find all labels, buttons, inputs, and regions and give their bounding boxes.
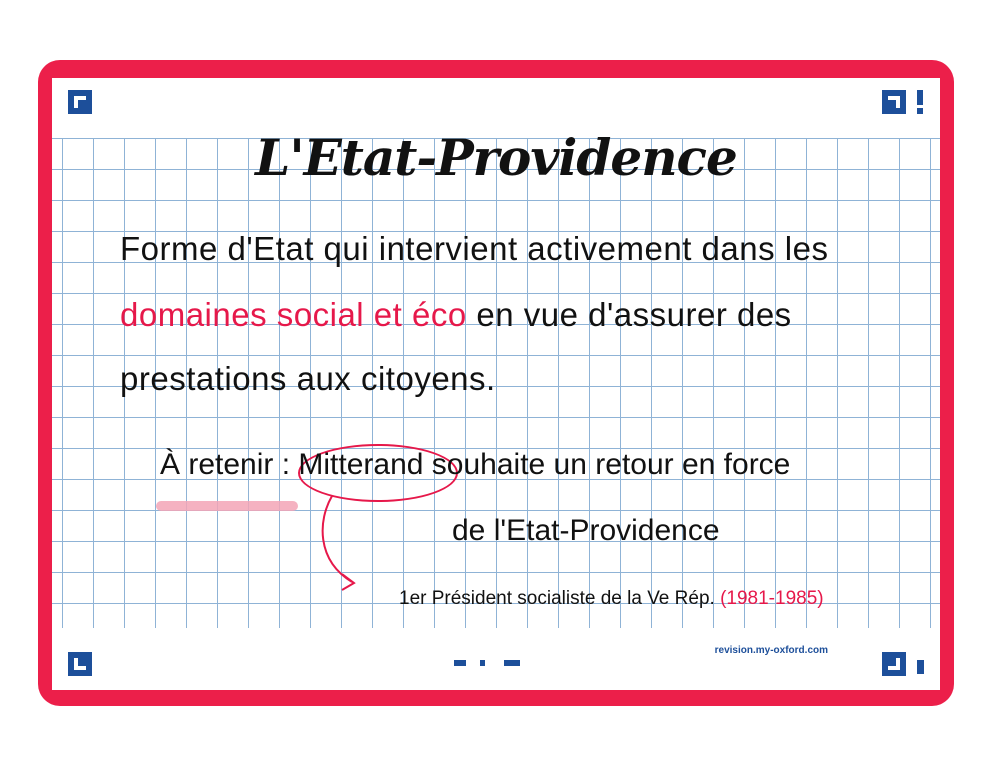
mitterand-name: Mitterand: [298, 448, 424, 481]
president-note: [399, 588, 824, 610]
website-link[interactable]: revision.my-oxford.com: [714, 645, 828, 656]
bottom-band: [52, 628, 940, 690]
corner-mark-icon: [68, 652, 92, 676]
retenir-highlight: [156, 501, 298, 511]
retenir-rest: souhaite un retour en force: [423, 448, 791, 481]
note-dates: (1981-1985): [720, 588, 824, 609]
definition-line-2: [120, 296, 792, 334]
grid-sheet: [52, 78, 940, 690]
retenir-continuation: de l'Etat-Providence: [452, 514, 720, 547]
definition-line-3: prestations aux citoyens.: [120, 360, 496, 397]
retenir-separator: :: [273, 448, 299, 481]
retenir-line: [160, 448, 790, 482]
definition-line-1: Forme d'Etat qui intervient activement dans les: [120, 230, 829, 267]
note-text: 1er Président socialiste de la Ve Rép.: [399, 588, 715, 609]
corner-mark-icon: [882, 90, 906, 114]
card-title: L'Etat-Providence: [255, 128, 737, 187]
retenir-label: À retenir: [160, 448, 274, 481]
definition-line-2-rest: en vue d'assurer des: [466, 296, 792, 333]
exclamation-icon: [916, 90, 924, 114]
corner-bar-icon: [917, 660, 924, 674]
pagination-dots-icon: [454, 660, 534, 668]
highlighted-domains: domaines social et éco: [120, 296, 467, 333]
corner-mark-icon: [68, 90, 92, 114]
arrow-icon: [312, 490, 382, 600]
corner-mark-icon: [882, 652, 906, 676]
revision-card: [38, 60, 954, 706]
